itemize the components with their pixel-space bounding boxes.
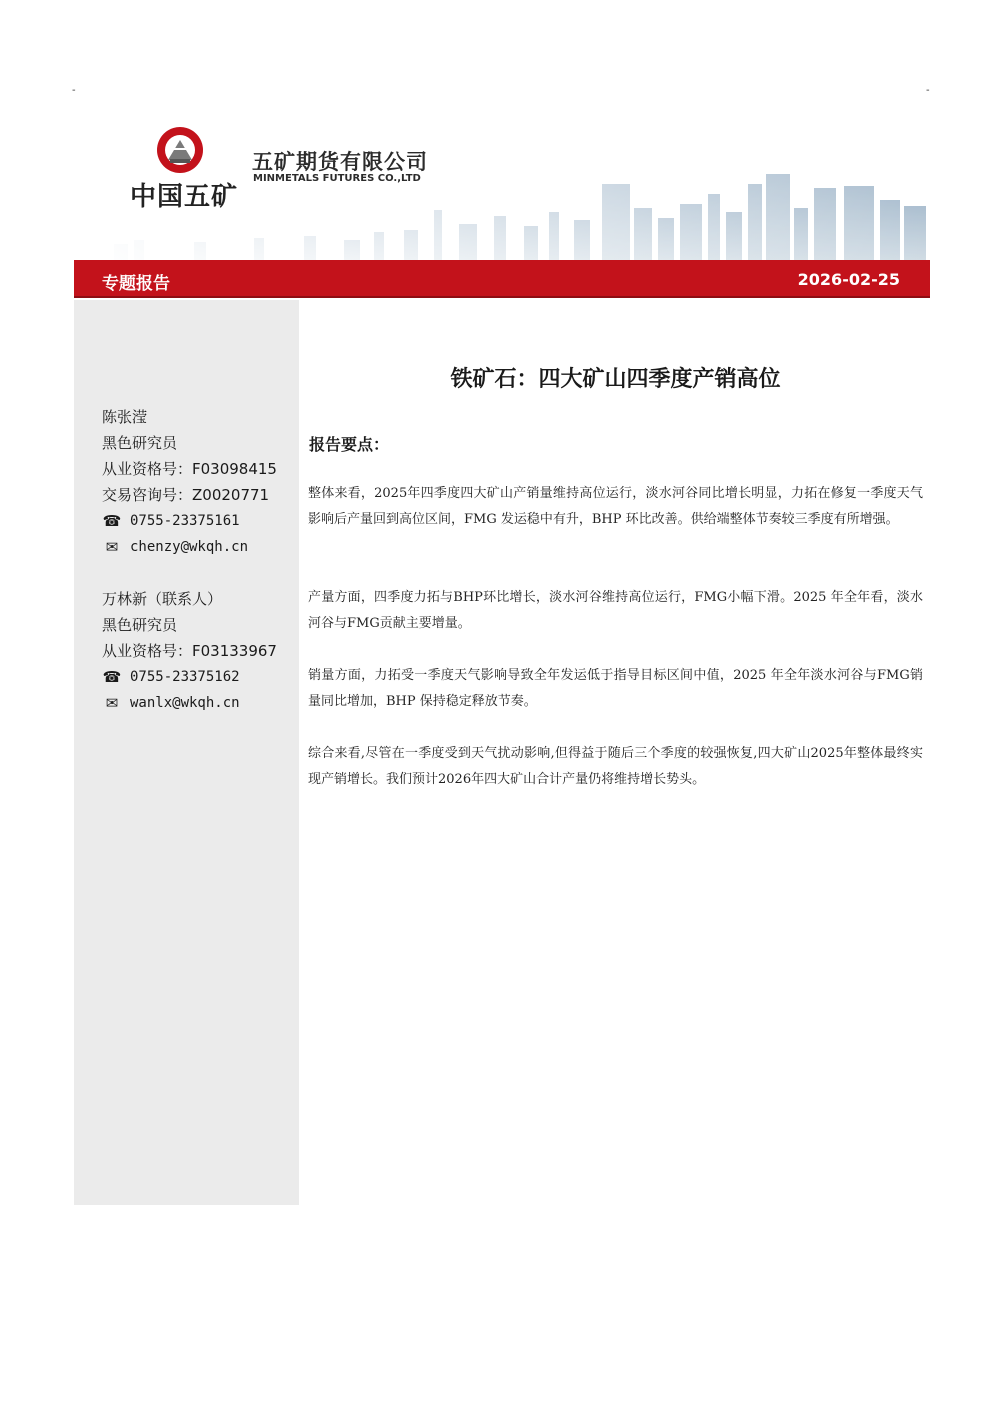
logo-wordmark: 中国五矿 xyxy=(130,182,239,212)
analyst-license: 从业资格号：F03133967 xyxy=(102,642,277,660)
analyst-consult-number: 交易咨询号：Z0020771 xyxy=(102,486,270,504)
corner-mark-right: - xyxy=(926,85,930,96)
analyst-email-address[interactable]: wanlx@wkqh.cn xyxy=(130,695,240,711)
summary-paragraph: 产量方面，四季度力拓与BHP环比增长，淡水河谷维持高位运行，FMG小幅下滑。2025 年全年看，淡水河谷与FMG贡献主要增量。 xyxy=(308,590,923,631)
analyst-title: 黑色研究员 xyxy=(102,434,178,452)
analyst-name: 万林新（联系人） xyxy=(102,590,223,608)
envelope-icon: ✉ xyxy=(105,694,119,712)
report-banner xyxy=(74,260,930,298)
analyst-email[interactable] xyxy=(102,690,277,716)
analyst-email-address[interactable]: chenzy@wkqh.cn xyxy=(130,539,249,555)
phone-icon: ☎ xyxy=(102,668,122,686)
analyst-license: 从业资格号：F03098415 xyxy=(102,460,277,478)
minmetals-emblem-logo xyxy=(156,126,204,174)
analyst-phone-number: 0755-23375161 xyxy=(130,513,240,529)
section-heading: 报告要点： xyxy=(309,435,390,454)
summary-paragraph: 整体来看，2025年四季度四大矿山产销量维持高位运行，淡水河谷同比增长明显，力拓在修复一季度天气影响后产量回到高位区间，FMG 发运稳中有升，BHP 环比改善。供给端整体节奏较三季度有所增强。 xyxy=(308,486,923,527)
analyst-email[interactable] xyxy=(102,534,277,560)
report-date: 2026-02-25 xyxy=(797,270,900,289)
envelope-icon: ✉ xyxy=(105,538,119,556)
analyst-card xyxy=(102,586,277,716)
company-name-cn: 五矿期货有限公司 xyxy=(252,150,428,174)
report-type-label: 专题报告 xyxy=(102,274,170,294)
corner-mark-left: - xyxy=(72,85,76,96)
report-header xyxy=(74,112,930,260)
analyst-phone xyxy=(102,508,277,534)
summary-paragraph: 综合来看,尽管在一季度受到天气扰动影响,但得益于随后三个季度的较强恢复,四大矿山2025年整体最终实现产销增长。我们预计2026年四大矿山合计产量仍将维持增长势头。 xyxy=(308,746,923,787)
analyst-phone xyxy=(102,664,277,690)
analyst-phone-number: 0755-23375162 xyxy=(130,669,240,685)
analyst-title: 黑色研究员 xyxy=(102,616,178,634)
analyst-name: 陈张滢 xyxy=(102,408,148,426)
summary-paragraph: 销量方面，力拓受一季度天气影响导致全年发运低于指导目标区间中值，2025 年全年淡水河谷与FMG销量同比增加，BHP 保持稳定释放节奏。 xyxy=(308,668,923,709)
report-title: 铁矿石：四大矿山四季度产销高位 xyxy=(450,367,781,392)
phone-icon: ☎ xyxy=(102,512,122,530)
analyst-sidebar xyxy=(74,300,299,1205)
analyst-card xyxy=(102,404,277,560)
company-name-en: MINMETALS FUTURES CO.,LTD xyxy=(253,173,421,184)
